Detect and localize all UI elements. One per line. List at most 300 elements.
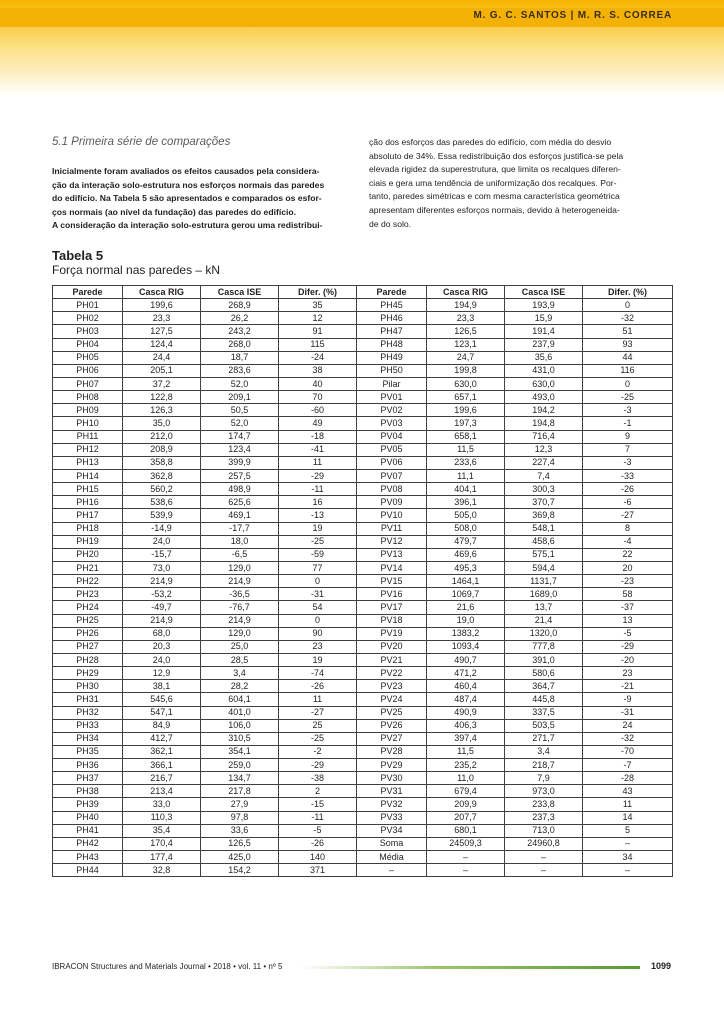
left-text-line: ção da interação solo-estrutura nos esforços normais das paredes bbox=[52, 179, 325, 190]
table-cell: PV07 bbox=[357, 469, 427, 482]
table-cell: PH08 bbox=[53, 391, 123, 404]
table-cell: 19,0 bbox=[427, 614, 505, 627]
table-cell: -60 bbox=[279, 404, 357, 417]
table-cell: -3 bbox=[583, 456, 673, 469]
table-cell: -41 bbox=[279, 443, 357, 456]
table-row bbox=[53, 561, 673, 574]
table-cell: 493,0 bbox=[505, 391, 583, 404]
table-cell: – bbox=[505, 851, 583, 864]
table-row bbox=[53, 483, 673, 496]
table-cell: 460,4 bbox=[427, 680, 505, 693]
table-cell: 310,5 bbox=[201, 732, 279, 745]
table-cell: 0 bbox=[279, 575, 357, 588]
table-cell: -5 bbox=[279, 824, 357, 837]
table-cell: 217,8 bbox=[201, 785, 279, 798]
table-cell: 431,0 bbox=[505, 364, 583, 377]
table-cell: 16 bbox=[279, 496, 357, 509]
table-cell: PH17 bbox=[53, 509, 123, 522]
table-cell: 26,2 bbox=[201, 312, 279, 325]
table-cell: PV28 bbox=[357, 745, 427, 758]
table-cell: PH16 bbox=[53, 496, 123, 509]
table-cell: 580,6 bbox=[505, 667, 583, 680]
table-cell: -26 bbox=[279, 680, 357, 693]
table-cell: PH03 bbox=[53, 325, 123, 338]
table-cell: 604,1 bbox=[201, 693, 279, 706]
table-cell: -23 bbox=[583, 575, 673, 588]
left-text-line: A consideração da interação solo-estrutura gerou uma redistribui- bbox=[52, 220, 323, 231]
table-row bbox=[53, 496, 673, 509]
table-cell: PV17 bbox=[357, 601, 427, 614]
table-cell: -49,7 bbox=[123, 601, 201, 614]
table-cell: PV29 bbox=[357, 759, 427, 772]
right-text-line: tanto, paredes simétricas e com mesma característica geométrica bbox=[369, 191, 620, 202]
table-cell: 35,6 bbox=[505, 351, 583, 364]
table-row bbox=[53, 640, 673, 653]
table-cell: 490,7 bbox=[427, 653, 505, 666]
table-cell: PH02 bbox=[53, 312, 123, 325]
running-header-authors: M. G. C. SANTOS | M. R. S. CORREA bbox=[473, 10, 672, 21]
table-cell: 243,2 bbox=[201, 325, 279, 338]
table-cell: PH32 bbox=[53, 706, 123, 719]
table-cell: 28,2 bbox=[201, 680, 279, 693]
table-cell: 12 bbox=[279, 312, 357, 325]
section-heading: 5.1 Primeira série de comparações bbox=[52, 136, 231, 148]
table-cell: 396,1 bbox=[427, 496, 505, 509]
table-cell: -7 bbox=[583, 759, 673, 772]
table-cell: -29 bbox=[583, 640, 673, 653]
table-cell: 49 bbox=[279, 417, 357, 430]
table-cell: 19 bbox=[279, 653, 357, 666]
table-cell: 358,8 bbox=[123, 456, 201, 469]
table-cell: 227,4 bbox=[505, 456, 583, 469]
table-cell: 12,3 bbox=[505, 443, 583, 456]
table-cell: PH29 bbox=[53, 667, 123, 680]
table-row bbox=[53, 312, 673, 325]
table-cell: PH30 bbox=[53, 680, 123, 693]
table-cell: PV27 bbox=[357, 732, 427, 745]
table-cell: 397,4 bbox=[427, 732, 505, 745]
table-cell: 58 bbox=[583, 588, 673, 601]
table-cell: PH50 bbox=[357, 364, 427, 377]
table-cell: PV20 bbox=[357, 640, 427, 653]
table-cell: 25,0 bbox=[201, 640, 279, 653]
table-row bbox=[53, 548, 673, 561]
table-row bbox=[53, 811, 673, 824]
table-cell: – bbox=[505, 864, 583, 877]
table-cell: 271,7 bbox=[505, 732, 583, 745]
table-cell: PV22 bbox=[357, 667, 427, 680]
table-row bbox=[53, 601, 673, 614]
table-cell: PV10 bbox=[357, 509, 427, 522]
table-cell: – bbox=[427, 851, 505, 864]
table-cell: 38,1 bbox=[123, 680, 201, 693]
table-cell: 91 bbox=[279, 325, 357, 338]
table-cell: -13 bbox=[279, 509, 357, 522]
footer-journal: IBRACON Structures and Materials Journal • 2018 • vol. 11 • nº 5 bbox=[52, 962, 283, 971]
table-cell: PV11 bbox=[357, 522, 427, 535]
table-cell: PH21 bbox=[53, 561, 123, 574]
table-cell: PV32 bbox=[357, 798, 427, 811]
table-cell: 51 bbox=[583, 325, 673, 338]
table-cell: PH07 bbox=[53, 377, 123, 390]
table-row bbox=[53, 864, 673, 877]
table-cell: PH01 bbox=[53, 299, 123, 312]
table-cell: 479,7 bbox=[427, 535, 505, 548]
table-cell: 154,2 bbox=[201, 864, 279, 877]
table-row bbox=[53, 693, 673, 706]
table-cell: 24,0 bbox=[123, 653, 201, 666]
table-cell: 32,8 bbox=[123, 864, 201, 877]
table-cell: 458,6 bbox=[505, 535, 583, 548]
table-cell: – bbox=[357, 864, 427, 877]
table-cell: 24960,8 bbox=[505, 837, 583, 850]
table-cell: -6 bbox=[583, 496, 673, 509]
table-cell: -21 bbox=[583, 680, 673, 693]
table-cell: 366,1 bbox=[123, 759, 201, 772]
table-row bbox=[53, 745, 673, 758]
table-cell: 0 bbox=[583, 299, 673, 312]
table-row bbox=[53, 785, 673, 798]
table-cell: PH49 bbox=[357, 351, 427, 364]
table-cell: 625,6 bbox=[201, 496, 279, 509]
table-cell: -32 bbox=[583, 732, 673, 745]
table-cell: 12,9 bbox=[123, 667, 201, 680]
table-cell: 33,6 bbox=[201, 824, 279, 837]
table-cell: 73,0 bbox=[123, 561, 201, 574]
table-cell: -25 bbox=[279, 535, 357, 548]
table-cell: 716,4 bbox=[505, 430, 583, 443]
table-cell: 15,9 bbox=[505, 312, 583, 325]
table-cell: 170,4 bbox=[123, 837, 201, 850]
table-cell: PH24 bbox=[53, 601, 123, 614]
right-text-line: de do solo. bbox=[369, 218, 412, 229]
table-cell: 33,0 bbox=[123, 798, 201, 811]
table-cell: 548,1 bbox=[505, 522, 583, 535]
table-cell: 369,8 bbox=[505, 509, 583, 522]
right-text-column bbox=[369, 136, 673, 231]
table-cell: 973,0 bbox=[505, 785, 583, 798]
table-cell: 235,2 bbox=[427, 759, 505, 772]
table-cell: -38 bbox=[279, 772, 357, 785]
table-cell: PH46 bbox=[357, 312, 427, 325]
table-cell: 547,1 bbox=[123, 706, 201, 719]
table-cell: 25 bbox=[279, 719, 357, 732]
table-cell: PV08 bbox=[357, 483, 427, 496]
column-header: Casca RIG bbox=[427, 286, 505, 299]
table-cell: 97,8 bbox=[201, 811, 279, 824]
table-cell: 194,8 bbox=[505, 417, 583, 430]
table-cell: 11 bbox=[583, 798, 673, 811]
footer-accent-bar bbox=[300, 966, 640, 969]
table-cell: -28 bbox=[583, 772, 673, 785]
left-text-line: ços normais (ao nível da fundação) das paredes do edifício. bbox=[52, 206, 297, 217]
table-cell: 24509,3 bbox=[427, 837, 505, 850]
column-header: Casca ISE bbox=[505, 286, 583, 299]
table-cell: 24,7 bbox=[427, 351, 505, 364]
table-cell: 194,9 bbox=[427, 299, 505, 312]
table-cell: PH06 bbox=[53, 364, 123, 377]
table-cell: 43 bbox=[583, 785, 673, 798]
table-cell: PH33 bbox=[53, 719, 123, 732]
table-cell: 28,5 bbox=[201, 653, 279, 666]
table-cell: 371 bbox=[279, 864, 357, 877]
table-cell: 354,1 bbox=[201, 745, 279, 758]
table-cell: PH05 bbox=[53, 351, 123, 364]
table-cell: -15,7 bbox=[123, 548, 201, 561]
table-cell: PH38 bbox=[53, 785, 123, 798]
table-cell: 110,3 bbox=[123, 811, 201, 824]
table-cell: 713,0 bbox=[505, 824, 583, 837]
table-cell: -11 bbox=[279, 483, 357, 496]
table-cell: 124,4 bbox=[123, 338, 201, 351]
table-cell: -2 bbox=[279, 745, 357, 758]
table-cell: 7,4 bbox=[505, 469, 583, 482]
table-cell: 218,7 bbox=[505, 759, 583, 772]
table-cell: PH37 bbox=[53, 772, 123, 785]
table-cell: -15 bbox=[279, 798, 357, 811]
table-cell: 630,0 bbox=[505, 377, 583, 390]
table-cell: 134,7 bbox=[201, 772, 279, 785]
table-row bbox=[53, 706, 673, 719]
table-cell: 445,8 bbox=[505, 693, 583, 706]
table-body bbox=[53, 299, 673, 877]
table-cell: 545,6 bbox=[123, 693, 201, 706]
table-cell: 538,6 bbox=[123, 496, 201, 509]
table-cell: 207,7 bbox=[427, 811, 505, 824]
right-text-line: absoluto de 34%. Essa redistribuição dos esforços justifica-se pela bbox=[369, 150, 624, 161]
table-cell: PH26 bbox=[53, 627, 123, 640]
table-cell: 177,4 bbox=[123, 851, 201, 864]
table-cell: 13,7 bbox=[505, 601, 583, 614]
table-cell: PH47 bbox=[357, 325, 427, 338]
table-cell: 24,4 bbox=[123, 351, 201, 364]
table-cell: 1464,1 bbox=[427, 575, 505, 588]
table-cell: 11 bbox=[279, 693, 357, 706]
table-cell: PH45 bbox=[357, 299, 427, 312]
table-cell: 268,0 bbox=[201, 338, 279, 351]
table-cell: 93 bbox=[583, 338, 673, 351]
table-cell: 21,6 bbox=[427, 601, 505, 614]
table-row bbox=[53, 430, 673, 443]
table-cell: -25 bbox=[583, 391, 673, 404]
table-row bbox=[53, 667, 673, 680]
wall-forces-table bbox=[52, 285, 673, 877]
table-cell: 7 bbox=[583, 443, 673, 456]
table-cell: -27 bbox=[279, 706, 357, 719]
table-cell: 123,4 bbox=[201, 443, 279, 456]
column-header: Difer. (%) bbox=[279, 286, 357, 299]
left-text-column bbox=[52, 165, 350, 233]
table-cell: 337,5 bbox=[505, 706, 583, 719]
table-cell: PV34 bbox=[357, 824, 427, 837]
table-cell: PH11 bbox=[53, 430, 123, 443]
table-cell: 52,0 bbox=[201, 377, 279, 390]
table-cell: 3,4 bbox=[505, 745, 583, 758]
table-cell: Pilar bbox=[357, 377, 427, 390]
table-row bbox=[53, 404, 673, 417]
table-row bbox=[53, 299, 673, 312]
table-cell: PV03 bbox=[357, 417, 427, 430]
table-cell: -17,7 bbox=[201, 522, 279, 535]
table-cell: 214,9 bbox=[123, 614, 201, 627]
table-row bbox=[53, 522, 673, 535]
table-cell: -24 bbox=[279, 351, 357, 364]
table-cell: PV30 bbox=[357, 772, 427, 785]
table-cell: – bbox=[427, 864, 505, 877]
table-cell: 391,0 bbox=[505, 653, 583, 666]
table-cell: PV12 bbox=[357, 535, 427, 548]
table-cell: PV06 bbox=[357, 456, 427, 469]
table-cell: 7,9 bbox=[505, 772, 583, 785]
table-row bbox=[53, 351, 673, 364]
table-row bbox=[53, 377, 673, 390]
table-cell: 487,4 bbox=[427, 693, 505, 706]
table-cell: PH31 bbox=[53, 693, 123, 706]
table-cell: 126,5 bbox=[427, 325, 505, 338]
table-row bbox=[53, 732, 673, 745]
table-cell: PV13 bbox=[357, 548, 427, 561]
table-cell: 300,3 bbox=[505, 483, 583, 496]
table-cell: -3 bbox=[583, 404, 673, 417]
table-cell: -31 bbox=[583, 706, 673, 719]
table-cell: 495,3 bbox=[427, 561, 505, 574]
table-cell: -59 bbox=[279, 548, 357, 561]
table-cell: -11 bbox=[279, 811, 357, 824]
table-cell: -1 bbox=[583, 417, 673, 430]
table-row bbox=[53, 837, 673, 850]
table-cell: PV01 bbox=[357, 391, 427, 404]
table-cell: PV09 bbox=[357, 496, 427, 509]
table-cell: 508,0 bbox=[427, 522, 505, 535]
table-row bbox=[53, 759, 673, 772]
table-cell: -18 bbox=[279, 430, 357, 443]
table-cell: 77 bbox=[279, 561, 357, 574]
column-header: Parede bbox=[53, 286, 123, 299]
table-cell: PV23 bbox=[357, 680, 427, 693]
table-row bbox=[53, 443, 673, 456]
right-text-line: ciais e gera uma tendência de uniformização dos recalques. Por- bbox=[369, 177, 617, 188]
table-cell: 404,1 bbox=[427, 483, 505, 496]
table-cell: 34 bbox=[583, 851, 673, 864]
table-cell: 259,0 bbox=[201, 759, 279, 772]
table-cell: PV19 bbox=[357, 627, 427, 640]
table-cell: 1093,4 bbox=[427, 640, 505, 653]
table-cell: 35,0 bbox=[123, 417, 201, 430]
table-cell: PV05 bbox=[357, 443, 427, 456]
table-cell: 199,6 bbox=[427, 404, 505, 417]
table-cell: 14 bbox=[583, 811, 673, 824]
page-number: 1099 bbox=[650, 961, 671, 971]
table-cell: 214,9 bbox=[201, 575, 279, 588]
table-cell: PH23 bbox=[53, 588, 123, 601]
table-cell: -6,5 bbox=[201, 548, 279, 561]
table-cell: 399,9 bbox=[201, 456, 279, 469]
table-row bbox=[53, 325, 673, 338]
table-cell: PH22 bbox=[53, 575, 123, 588]
table-cell: 469,1 bbox=[201, 509, 279, 522]
table-cell: 23,3 bbox=[123, 312, 201, 325]
table-cell: 197,3 bbox=[427, 417, 505, 430]
table-cell: 24 bbox=[583, 719, 673, 732]
table-cell: PV25 bbox=[357, 706, 427, 719]
table-cell: PV26 bbox=[357, 719, 427, 732]
table-cell: PV24 bbox=[357, 693, 427, 706]
table-cell: 23 bbox=[279, 640, 357, 653]
table-cell: 35,4 bbox=[123, 824, 201, 837]
table-cell: -14,9 bbox=[123, 522, 201, 535]
table-cell: 52,0 bbox=[201, 417, 279, 430]
table-cell: 425,0 bbox=[201, 851, 279, 864]
table-cell: 40 bbox=[279, 377, 357, 390]
table-cell: 23,3 bbox=[427, 312, 505, 325]
table-cell: 209,1 bbox=[201, 391, 279, 404]
table-cell: 213,4 bbox=[123, 785, 201, 798]
table-cell: PH40 bbox=[53, 811, 123, 824]
table-row bbox=[53, 509, 673, 522]
table-row bbox=[53, 824, 673, 837]
column-header: Parede bbox=[357, 286, 427, 299]
table-cell: PH41 bbox=[53, 824, 123, 837]
table-header-row bbox=[53, 286, 673, 299]
table-cell: 22 bbox=[583, 548, 673, 561]
table-row bbox=[53, 417, 673, 430]
column-header: Casca RIG bbox=[123, 286, 201, 299]
table-cell: -33 bbox=[583, 469, 673, 482]
table-cell: 122,8 bbox=[123, 391, 201, 404]
table-cell: 129,0 bbox=[201, 561, 279, 574]
table-cell: 1320,0 bbox=[505, 627, 583, 640]
table-cell: 50,5 bbox=[201, 404, 279, 417]
table-row bbox=[53, 772, 673, 785]
table-cell: 560,2 bbox=[123, 483, 201, 496]
right-text-line: ção dos esforços das paredes do edifício, com média do desvio bbox=[369, 137, 612, 147]
table-cell: PH42 bbox=[53, 837, 123, 850]
table-cell: 84,9 bbox=[123, 719, 201, 732]
table-cell: PV04 bbox=[357, 430, 427, 443]
table-cell: 24,0 bbox=[123, 535, 201, 548]
table-cell: 205,1 bbox=[123, 364, 201, 377]
table-row bbox=[53, 680, 673, 693]
table-cell: Soma bbox=[357, 837, 427, 850]
table-cell: -20 bbox=[583, 653, 673, 666]
table-cell: 490,9 bbox=[427, 706, 505, 719]
table-cell: 1383,2 bbox=[427, 627, 505, 640]
table-cell: 216,7 bbox=[123, 772, 201, 785]
table-cell: 364,7 bbox=[505, 680, 583, 693]
table-cell: 237,9 bbox=[505, 338, 583, 351]
table-cell: PH04 bbox=[53, 338, 123, 351]
table-cell: 123,1 bbox=[427, 338, 505, 351]
table-cell: 233,6 bbox=[427, 456, 505, 469]
right-text-line: elevada rigidez da superestrutura, que limita os recalques diferen- bbox=[369, 164, 621, 175]
table-cell: 11,1 bbox=[427, 469, 505, 482]
table-cell: -26 bbox=[279, 837, 357, 850]
table-cell: 212,0 bbox=[123, 430, 201, 443]
table-row bbox=[53, 653, 673, 666]
table-cell: 575,1 bbox=[505, 548, 583, 561]
table-cell: 19 bbox=[279, 522, 357, 535]
table-cell: 680,1 bbox=[427, 824, 505, 837]
table-cell: 401,0 bbox=[201, 706, 279, 719]
table-cell: -32 bbox=[583, 312, 673, 325]
table-cell: -31 bbox=[279, 588, 357, 601]
table-cell: 679,4 bbox=[427, 785, 505, 798]
table-cell: -76,7 bbox=[201, 601, 279, 614]
table-cell: 194,2 bbox=[505, 404, 583, 417]
table-cell: PH13 bbox=[53, 456, 123, 469]
table-cell: 13 bbox=[583, 614, 673, 627]
table-cell: PH43 bbox=[53, 851, 123, 864]
